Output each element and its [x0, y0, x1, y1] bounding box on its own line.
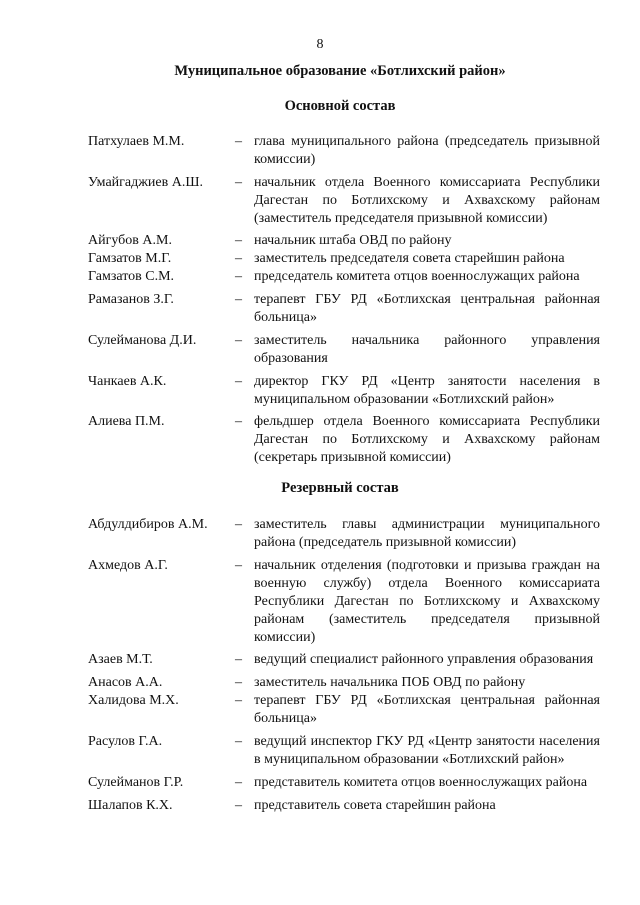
member-dash: –: [235, 251, 242, 266]
member-name: Рамазанов З.Г.: [88, 292, 174, 307]
member-dash: –: [235, 414, 242, 429]
document-title: Муниципальное образование «Ботлихский район»: [174, 63, 506, 79]
member-role: начальник штаба ОВД по району: [254, 233, 452, 248]
member-role: глава муниципального района (председатель призывной комиссии): [254, 134, 600, 167]
member-name: Абдулдибиров А.М.: [88, 517, 208, 532]
member-row: [88, 733, 600, 769]
member-row: [88, 291, 600, 327]
member-name: Гамзатов М.Г.: [88, 251, 172, 266]
member-name: Чанкаев А.К.: [88, 374, 167, 389]
member-dash: –: [235, 269, 242, 284]
reserve-list: [88, 516, 600, 815]
member-row: [88, 268, 600, 286]
member-row: [88, 651, 600, 669]
member-name: Гамзатов С.М.: [88, 269, 175, 284]
member-role: ведущий специалист районного управления образования: [254, 652, 594, 667]
member-dash: –: [235, 233, 242, 248]
member-name: Сулейманова Д.И.: [88, 333, 197, 348]
reserve-heading: Резервный состав: [281, 480, 399, 496]
main-heading: Основной состав: [284, 98, 396, 114]
member-row: [88, 174, 600, 228]
member-row: [88, 413, 600, 467]
member-role: терапевт ГБУ РД «Ботлихская центральная районная больница»: [254, 292, 600, 325]
member-dash: –: [235, 175, 242, 190]
member-role: заместитель председателя совета старейшин района: [254, 251, 565, 266]
member-row: [88, 332, 600, 368]
page-number: 8: [316, 37, 324, 52]
member-row: [88, 373, 600, 409]
member-name: Алиева П.М.: [88, 414, 165, 429]
member-role: заместитель начальника ПОБ ОВД по району: [254, 675, 526, 690]
member-row: [88, 557, 600, 647]
member-dash: –: [235, 333, 242, 348]
member-row: [88, 797, 600, 815]
member-row: [88, 516, 600, 552]
member-dash: –: [235, 292, 242, 307]
member-role: председатель комитета отцов военнослужащих района: [254, 269, 580, 284]
member-row: [88, 133, 600, 169]
member-dash: –: [235, 134, 242, 149]
main-list: [88, 133, 600, 467]
member-name: Ахмедов А.Г.: [88, 558, 168, 573]
member-row: [88, 674, 600, 692]
member-row: [88, 232, 600, 250]
member-row: [88, 250, 600, 268]
member-role: начальник отдела Военного комиссариата Республики Дагестан по Ботлихскому и Ахвахскому районам (заместитель председателя призывной комиссии): [254, 175, 600, 226]
member-name: Анасов А.А.: [88, 675, 163, 690]
member-dash: –: [235, 558, 242, 573]
member-role: заместитель начальника районного управления образования: [254, 333, 600, 366]
member-name: Азаев М.Т.: [88, 652, 153, 667]
member-name: Умайгаджиев А.Ш.: [88, 175, 203, 190]
member-role: заместитель главы администрации муниципального района (председатель призывной комиссии): [254, 517, 600, 550]
member-role: фельдшер отдела Военного комиссариата Республики Дагестан по Ботлихскому и Ахвахскому районам (секретарь призывной комиссии): [254, 414, 600, 465]
member-role: терапевт ГБУ РД «Ботлихская центральная районная больница»: [254, 693, 600, 726]
member-dash: –: [235, 652, 242, 667]
member-dash: –: [235, 734, 242, 749]
member-dash: –: [235, 775, 242, 790]
member-dash: –: [235, 693, 242, 708]
member-role: ведущий инспектор ГКУ РД «Центр занятости населения в муниципальном образовании «Ботлихский район»: [254, 734, 600, 767]
member-dash: –: [235, 517, 242, 532]
member-name: Шалапов К.Х.: [88, 798, 173, 813]
member-dash: –: [235, 374, 242, 389]
member-role: представитель комитета отцов военнослужащих района: [254, 775, 588, 790]
member-role: директор ГКУ РД «Центр занятости населения в муниципальном образовании «Ботлихский район»: [254, 374, 600, 407]
member-name: Айгубов А.М.: [88, 233, 172, 248]
member-name: Халидова М.Х.: [88, 693, 179, 708]
member-role: начальник отделения (подготовки и призыва граждан на военную службу) отдела Военного комиссариата Республики Дагестан по Ботлихскому и Ахвахскому районам (заместитель председателя призывной комиссии): [254, 558, 600, 645]
member-row: [88, 692, 600, 728]
member-row: [88, 774, 600, 792]
member-dash: –: [235, 798, 242, 813]
member-dash: –: [235, 675, 242, 690]
member-name: Патхулаев М.М.: [88, 134, 185, 149]
member-name: Сулейманов Г.Р.: [88, 775, 184, 790]
member-name: Расулов Г.А.: [88, 734, 163, 749]
member-role: представитель совета старейшин района: [254, 798, 496, 813]
